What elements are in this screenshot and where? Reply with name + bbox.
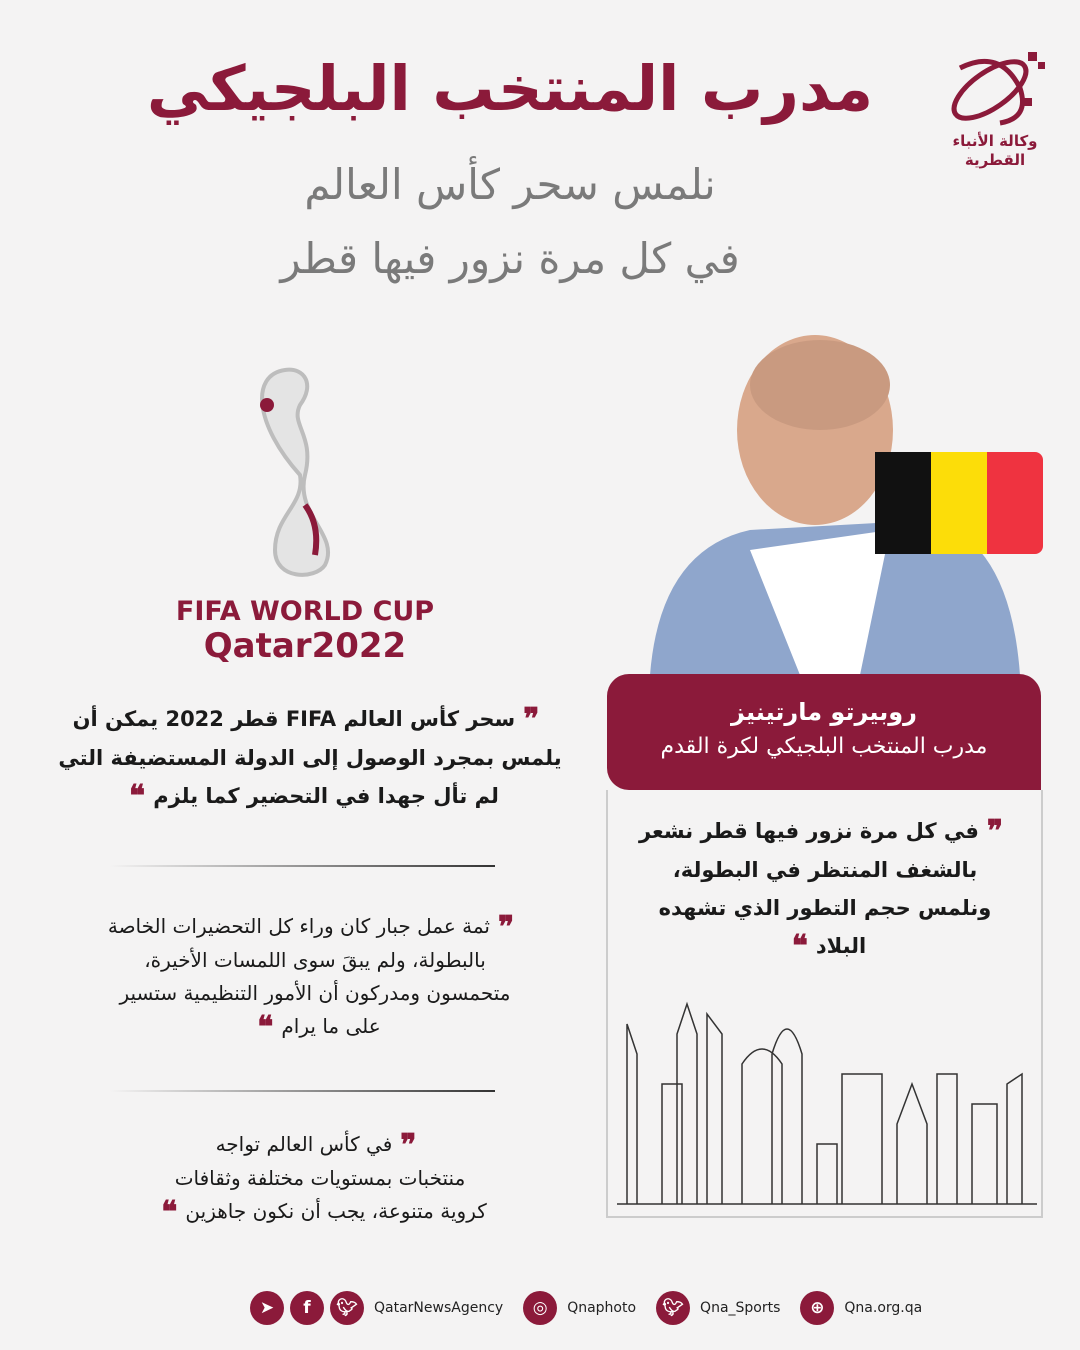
qna-logo bbox=[935, 48, 1055, 170]
quote-3 bbox=[70, 1128, 570, 1229]
quote-line: بالشغف المنتظر في البطولة، bbox=[672, 858, 978, 882]
handle-qna-sports[interactable]: Qna_Sports bbox=[700, 1300, 781, 1316]
quote-2 bbox=[50, 910, 580, 1044]
quote-open-icon: ❞ bbox=[523, 702, 540, 737]
flag-red bbox=[987, 452, 1043, 554]
flag-black bbox=[875, 452, 931, 554]
quote-line: ثمة عمل جبار كان وراء كل التحضيرات الخاصة bbox=[107, 914, 490, 938]
quote-line: على ما يرام bbox=[281, 1014, 381, 1038]
quote-1 bbox=[40, 700, 580, 816]
subtitle-line-2: في كل مرة نزور فيها قطر bbox=[280, 234, 740, 283]
divider bbox=[110, 865, 495, 867]
quote-line: في كل مرة نزور فيها قطر نشعر bbox=[638, 819, 979, 843]
world-cup-emblem-icon bbox=[245, 365, 355, 580]
quote-line: سحر كأس العالم FIFA قطر 2022 يمكن أن bbox=[72, 707, 516, 731]
quote-line: في كأس العالم تواجه bbox=[215, 1132, 393, 1156]
quote-line: كروية متنوعة، يجب أن نكون جاهزين bbox=[185, 1199, 487, 1223]
quote-line: ونلمس حجم التطور الذي تشهده bbox=[658, 896, 992, 920]
quote-close-icon: ❝ bbox=[161, 1195, 178, 1230]
wordmark-line-1: FIFA WORLD CUP bbox=[175, 596, 435, 627]
wordmark-line-2: Qatar2022 bbox=[203, 626, 407, 666]
quote-open-icon: ❞ bbox=[400, 1128, 417, 1163]
qna-logo-icon bbox=[940, 48, 1050, 128]
footer-social bbox=[250, 1290, 936, 1326]
doha-skyline-icon bbox=[612, 994, 1040, 1214]
quote-4 bbox=[620, 812, 1030, 966]
logo-text-2: القطرية bbox=[964, 151, 1026, 169]
belgium-flag bbox=[875, 452, 1043, 554]
website-link[interactable]: Qna.org.qa bbox=[844, 1300, 923, 1316]
coach-name-box bbox=[607, 674, 1041, 790]
quote-line: يلمس بمجرد الوصول إلى الدولة المستضيفة التي bbox=[58, 746, 562, 770]
handle-qnaphoto[interactable]: Qnaphoto bbox=[567, 1300, 637, 1316]
handle-qatarnewsagency[interactable]: QatarNewsAgency bbox=[374, 1300, 504, 1316]
quote-close-icon: ❝ bbox=[257, 1010, 274, 1045]
divider bbox=[110, 1090, 495, 1092]
quote-close-icon: ❝ bbox=[791, 929, 808, 964]
instagram-icon[interactable]: ◎ bbox=[523, 1291, 557, 1325]
coach-role: مدرب المنتخب البلجيكي لكرة القدم bbox=[660, 734, 988, 759]
subtitle-line-1: نلمس سحر كأس العالم bbox=[304, 160, 716, 209]
quote-line: بالبطولة، ولم يبقَ سوى اللمسات الأخيرة، bbox=[144, 948, 486, 972]
quote-line: متحمسون ومدركون أن الأمور التنظيمية ستسير bbox=[119, 981, 511, 1005]
quote-line: لم تأل جهدا في التحضير كما يلزم bbox=[153, 784, 499, 808]
world-cup-wordmark bbox=[170, 596, 440, 665]
quote-open-icon: ❞ bbox=[498, 910, 515, 945]
coach-name: روبيرتو مارتينيز bbox=[731, 698, 917, 726]
telegram-icon[interactable]: ➤ bbox=[250, 1291, 284, 1325]
quote-line: البلاد bbox=[815, 934, 867, 958]
twitter-icon[interactable]: 🐦︎ bbox=[330, 1291, 364, 1325]
quote-open-icon: ❞ bbox=[986, 814, 1004, 849]
flag-yellow bbox=[931, 452, 987, 554]
page-title: مدرب المنتخب البلجيكي bbox=[146, 52, 874, 125]
logo-text-1: وكالة الأنباء bbox=[952, 132, 1038, 150]
globe-icon[interactable]: ⊕ bbox=[800, 1291, 834, 1325]
twitter-icon[interactable]: 🐦︎ bbox=[656, 1291, 690, 1325]
quote-line: منتخبات بمستويات مختلفة وثقافات bbox=[174, 1166, 466, 1190]
facebook-icon[interactable]: f bbox=[290, 1291, 324, 1325]
quote-close-icon: ❝ bbox=[129, 779, 146, 814]
